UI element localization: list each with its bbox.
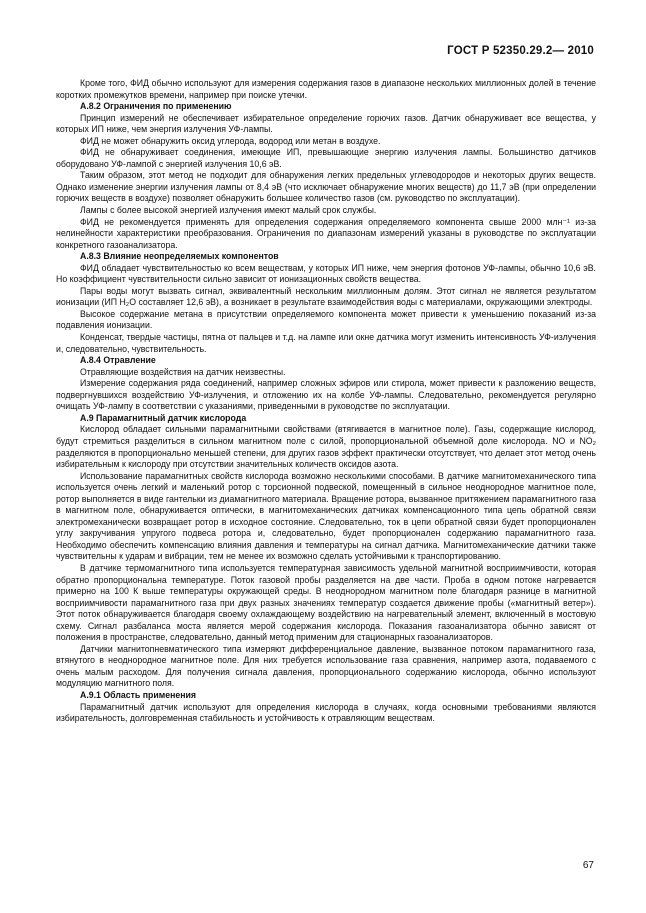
paragraph: Отравляющие воздействия на датчик неизвестны. [80,366,286,377]
paragraph: Датчики магнитопневматического типа измеряют дифференциальное давление, вызванное потоком парамагнитного газа, втянутого в неоднородное магнитное поле. Для них требуется использование газа сравнения, например азота, подаваемого с очень малым расходом. Для получения сигнала давления, пропорционального содержанию кислорода, обычно используют модуляцию магнитного поля. [56,643,596,689]
section-heading: А.9 Парамагнитный датчик кислорода [80,412,247,423]
paragraph: Кроме того, ФИД обычно используют для измерения содержания газов в диапазоне нескольких миллионных долей в течение коротких промежутков времени, например при поиске утечки. [56,78,596,100]
paragraph: Парамагнитный датчик используют для определения кислорода в случаях, когда основными требованиями являются избирательность, долговременная стабильность и устойчивость к отравляющим веществам. [56,701,596,724]
paragraph: ФИД не может обнаружить оксид углерода, водород или метан в воздухе. [80,135,381,146]
page-number: 67 [582,860,594,871]
paragraph: Принцип измерений не обеспечивает избирательное определение горючих газов. Датчик обнаруживает все вещества, у которых ИП ниже, чем энергия излучения УФ-лампы. [56,112,596,135]
document-header: ГОСТ Р 52350.29.2— 2010 [447,45,594,57]
paragraph: Кислород обладает сильными парамагнитными свойствами (втягивается в магнитное поле). Газы, содержащие кислород, будут стремиться разделиться в сильном магнитном поле с силой, пропорциональной объемной доле кислорода. NO и NO₂ разделяются в пропорционально меньшей степени, для других газов эффект практически отсутствует, что делает этот метод очень избирательным к кислороду при отсутствии значительных количеств оксидов азота. [56,424,596,470]
section-heading: А.8.2 Ограничения по применению [80,101,232,112]
paragraph: В датчике термомагнитного типа используется температурная зависимость удельной магнитной восприимчивости, которая обратно пропорциональна температуре. Поток газовой пробы разделяется на две части. Проба в одном потоке нагревается примерно на 100 К выше температуры окружающей среды. В неоднородном магнитном поле благодаря разнице в магнитной восприимчивости парамагнитного газа при двух разных значениях температур создается движение пробы («магнитный ветер»). Этот поток обнаруживается благодаря своему охлаждающему воздействию на нагревательный элемент, включенный в мостовую схему. Сигнал разбаланса моста является мерой содержания кислорода. Показания газоанализатора обычно зависят от положения в пространстве, следовательно, данный метод применим для стационарных газоанализаторов. [56,562,596,643]
document-body [56,78,596,725]
paragraph: Лампы с более высокой энергией излучения имеют малый срок службы. [80,205,377,216]
section-heading: А.8.3 Влияние неопределяемых компонентов [80,251,279,262]
paragraph: Конденсат, твердые частицы, пятна от пальцев и т.д. на лампе или окне датчика могут изменить интенсивность УФ-излучения и, следовательно, чувствительность. [56,332,596,354]
paragraph: ФИД обладает чувствительностью ко всем веществам, у которых ИП ниже, чем энергия фотонов УФ-лампы, обычно 10,6 эВ. Но коэффициент чувствительности сильно зависит от ионизационных свойств вещества. [56,262,596,285]
paragraph: Высокое содержание метана в присутствии определяемого компонента может привести к уменьшению показаний из-за подавления ионизации. [56,308,596,331]
paragraph: Пары воды могут вызвать сигнал, эквивалентный нескольким миллионным долям. Этот сигнал не является результатом ионизации (ИП H₂O составляет 12,6 эВ), а возникает в результате взаимодействия воды с материалами, окружающими электроды. [56,285,596,308]
section-heading: А.9.1 Область применения [80,689,196,700]
paragraph: Измерение содержания ряда соединений, например сложных эфиров или стирола, может привести к разложению веществ, подвергнувшихся воздействию УФ-излучения, и отложению их на колбе УФ-лампы. Следовательно, рекомендуется регулярно очищать УФ-лампу в соответствии с указаниями, приведенными в руководстве по эксплуатации. [56,378,596,412]
paragraph: ФИД не обнаруживает соединения, имеющие ИП, превышающие энергию излучения лампы. Большинство датчиков оборудовано УФ-лампой с энергией излучения 10,6 эВ. [56,147,596,169]
paragraph: Таким образом, этот метод не подходит для обнаружения легких предельных углеводородов и некоторых других веществ. Однако изменение энергии излучения лампы от 8,4 эВ (что исключает обнаружение многих веществ) до 11,7 эВ (при определении горючих веществ в воздухе) позволяет обнаружить большее количество газов (см. руководство по эксплуатации). [56,170,596,204]
section-heading: А.8.4 Отравление [80,355,156,366]
paragraph: Использование парамагнитных свойств кислорода возможно несколькими способами. В датчике магнитомеханического типа используется очень легкий и маленький ротор с торсионной подвеской, помещенный в сильное неоднородное магнитное поле, ротор выполняется в виде гантельки из диамагнитного материала. Вращение ротора, вызванное притяжением парамагнитного газа в магнитном поле, обнаруживается оптически, в магнитомеханических датчиках компенсационного типа цепь обратной связи электромеханически возвращает ротор в исходное состояние. Следовательно, ток в цепи обратной связи будет пропорционален углу закручивания упругого подвеса ротора и, следовательно, будет пропорционален содержанию парамагнитного газа. Необходимо обеспечить компенсацию влияния давления и температуры на сигнал датчика. Магнитомеханические датчики также чувствительны к ударам и вибрации, тем не менее их возможно сделать устойчивыми к транспортированию. [56,470,596,562]
paragraph: ФИД не рекомендуется применять для определения содержания определяемого компонента свыше 2000 млн⁻¹ из-за нелинейности характеристики преобразования. Ограничения по диапазонам измерений указаны в руководстве по эксплуатации конкретного газоанализатора. [56,216,596,250]
